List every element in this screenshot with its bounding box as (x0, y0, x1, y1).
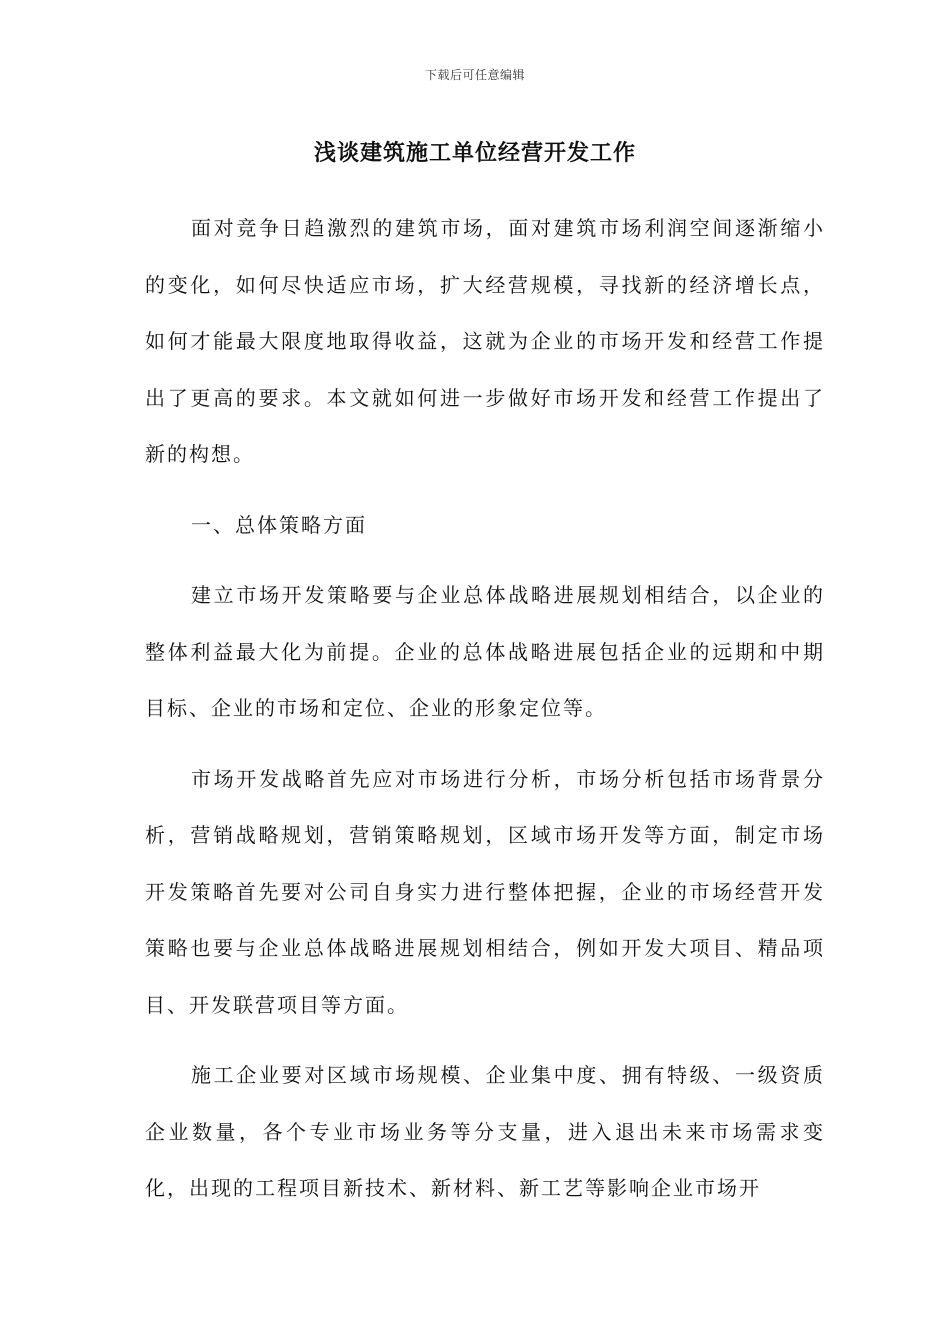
document-body (145, 200, 825, 1231)
section-heading: 一、总体策略方面 (191, 512, 367, 537)
paragraph-regional-market: 施工企业要对区域市场规模、企业集中度、拥有特级、一级资质企业数量，各个专业市场业务等分支量，进入退出未来市场需求变化，出现的工程项目新技术、新材料、新工艺等影响企业市场开 (145, 1063, 825, 1200)
paragraph-market-analysis: 市场开发战略首先应对市场进行分析，市场分析包括市场背景分析，营销战略规划，营销策略规划，区域市场开发等方面，制定市场开发策略首先要对公司自身实力进行整体把握，企业的市场经营开发策略也要与企业总体战略进展规划相结合，例如开发大项目、精品项目、开发联营项目等方面。 (145, 766, 825, 1017)
paragraph-intro: 面对竞争日趋激烈的建筑市场，面对建筑市场利润空间逐渐缩小的变化，如何尽快适应市场，扩大经营规模，寻找新的经济增长点，如何才能最大限度地取得收益，这就为企业的市场开发和经营工作提出了更高的要求。本文就如何进一步做好市场开发和经营工作提出了新的构想。 (145, 216, 825, 466)
paragraph-strategy: 建立市场开发策略要与企业总体战略进展规划相结合，以企业的整体利益最大化为前提。企业的总体战略进展包括企业的远期和中期目标、企业的市场和定位、企业的形象定位等。 (145, 583, 825, 720)
document-title: 浅谈建筑施工单位经营开发工作 (313, 140, 636, 166)
header-note: 下载后可任意编辑 (424, 68, 525, 82)
